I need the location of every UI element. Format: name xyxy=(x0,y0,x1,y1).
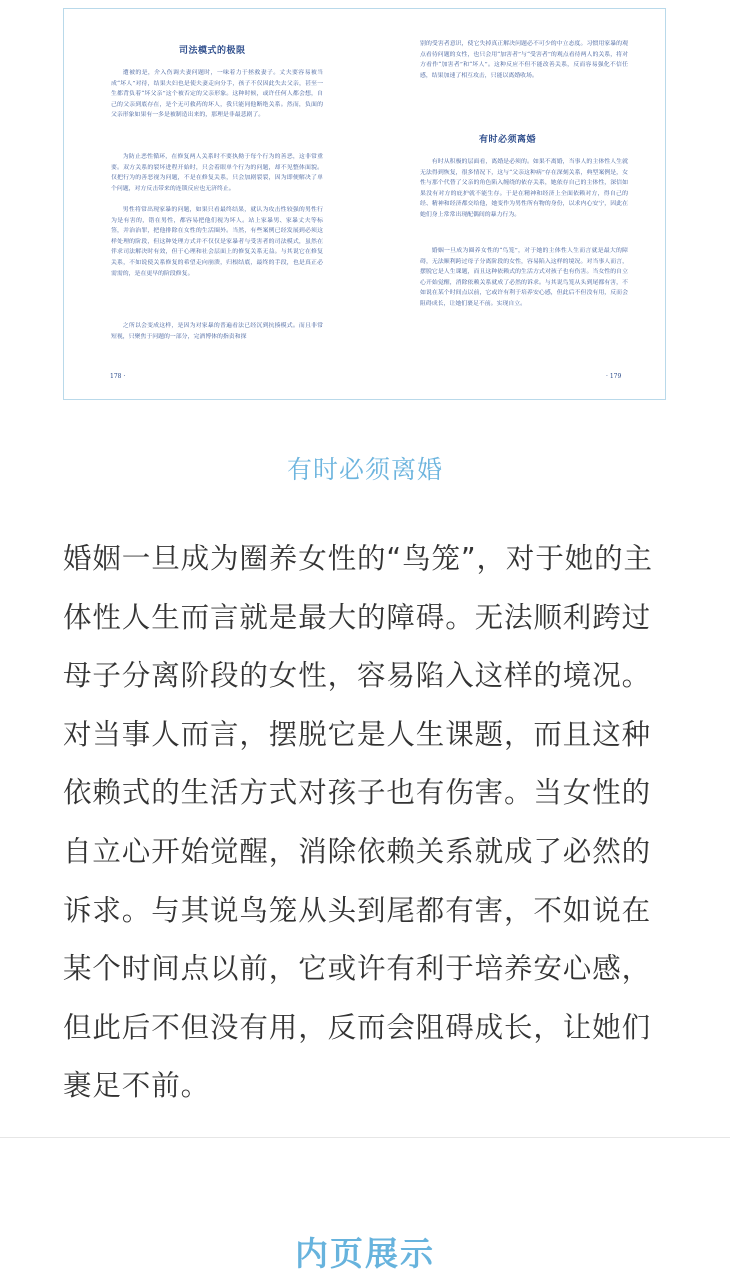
left-paragraph-1: 遭被的是，介入伤调夫妻问题时，一味着力于拯救妻子。丈夫要容易被当成“坏人”对待，结果夫妇也是使夫妻走向分手，孩子不仅因此失去父亲，甚至一生都背负着“坏父亲”这个被否定的父亲形象。这种时候，或许任何人都会想，自己的父亲到底存在，是个无可救药的坏人，我只能同他断绝关系。然而，负面的父亲形象如果有一多是被制造出来的，那理是非最悲剧了。 xyxy=(111,70,323,119)
left-page xyxy=(64,9,364,399)
left-paragraph-4: 之所以会变成这样，是因为对家暴的普遍看法已经沉到抗揍模式。而且非常短视，只聚焦于问题的一部分，完酒博体的指责和探 xyxy=(111,323,323,340)
right-page-heading: 有时必须离婚 xyxy=(479,135,537,145)
left-paragraph-3: 男性将常出现家暴的问题，如果只看最终结果，就认为攻击性较强的男性行为是有害的，错在男性，都容易把他们视为坏人。站上家暴男、家暴丈夫等标签，并治治罪，把他排除在女性的生活圈外。当然，有些案例已经发展到必须这样处理的阶段，但这种处理方式并不仅仅是家暴者与受害者的司法模式，虽然在伴求司法解决时有效，但于心理和社会层面上的修复关系无益。与其说它在修复关系，不如说使关系修复的希望走向崩溃，归根结底，最终的手段，也是真正必需需的，是在更早的阶段修复。 xyxy=(111,207,323,277)
right-top-paragraph: 别的受害者意识，使它失掉真正解决问题必不可少的中立态度。习惯用家暴的观点看待问题的女性，也只会用“加害者”与“受害者”的观点看待两人的关系，将对方看作“加害者”和“坏人”。这种反应不但不能改善关系，反而容易强化不信任感，结果加速了相互攻击，只能以离婚收场。 xyxy=(420,41,628,79)
excerpt-text: 婚姻一旦成为圈养女性的“鸟笼”，对于她的主体性人生而言就是最大的障碍。无法顺利跨过母子分离阶段的女性，容易陷入这样的境况。对当事人而言，摆脱它是人生课题，而且这种依赖式的生活方式对孩子也有伤害。当女性的自立心开始觉醒，消除依赖关系就成了必然的诉求。与其说鸟笼从头到尾都有害，不如说在某个时间点以前，它或许有利于培养安心感，但此后不但没有用，反而会阻碍成长，让她们裹足不前。 xyxy=(63,542,653,1103)
section-title: 内页展示 xyxy=(295,1234,435,1273)
book-spread-image xyxy=(63,8,666,400)
left-paragraph-2: 为防止恶性循环，在修复两人关系时不要执拗于每个行为的善恶，这非常重要。双方关系的裂坏进程开始时，只会着眼单个行为的问题，却不见整体面貌。仅把行为的善恶视为问题，不是在修复关系，只会加剧裂裂，因为即便解决了单个问题，对方反击带来的连锁反应也无济终止。 xyxy=(111,154,323,192)
image-caption: 有时必须离婚 xyxy=(286,455,443,484)
right-paragraph-2: 婚姻一旦成为圈养女性的“鸟笼”，对于她的主体性人生而言就是最大的障碍，无法顺利跨过母子分离阶段的女性，容易陷入这样的境况。对当事人而言，摆脱它是人生课题，而且这种依赖式的生活方式对孩子也有伤害。当女性的自立心开始觉醒，消除依赖关系就成了必然的诉求。与其说鸟笼从头到尾都有害，不如说在某个时间点以前，它或许有利于培养安心感，但此后不但没有用，反而会阻碍成长，让她们裹足不前。实现自立。 xyxy=(420,248,628,307)
right-paragraph-1: 有时从积极的层面看，离婚是必须的。如果不离婚，当事人的主体性人生就无法得到恢复，很多情况下，这与“父亲这种病”存在深刻关系，典型案例是，女性与那个代替了父亲的角色陷入缠绕的依存关系，她依存自己的主体性，深信如果没有对方的庇护就不能生存。于是在精神和经济上全面依赖对方，得自己的经、精神和经济都交给他，她变作为男性所有物的身份，以求内心安宁，因此在她们身上常常出现配偶间的暴力行为。 xyxy=(420,159,628,218)
right-page-number: · 179 xyxy=(606,373,622,380)
right-page xyxy=(366,9,666,399)
section-divider xyxy=(0,1137,730,1138)
left-page-heading: 司法模式的极限 xyxy=(179,46,246,56)
left-page-number: 178 · xyxy=(110,373,126,380)
